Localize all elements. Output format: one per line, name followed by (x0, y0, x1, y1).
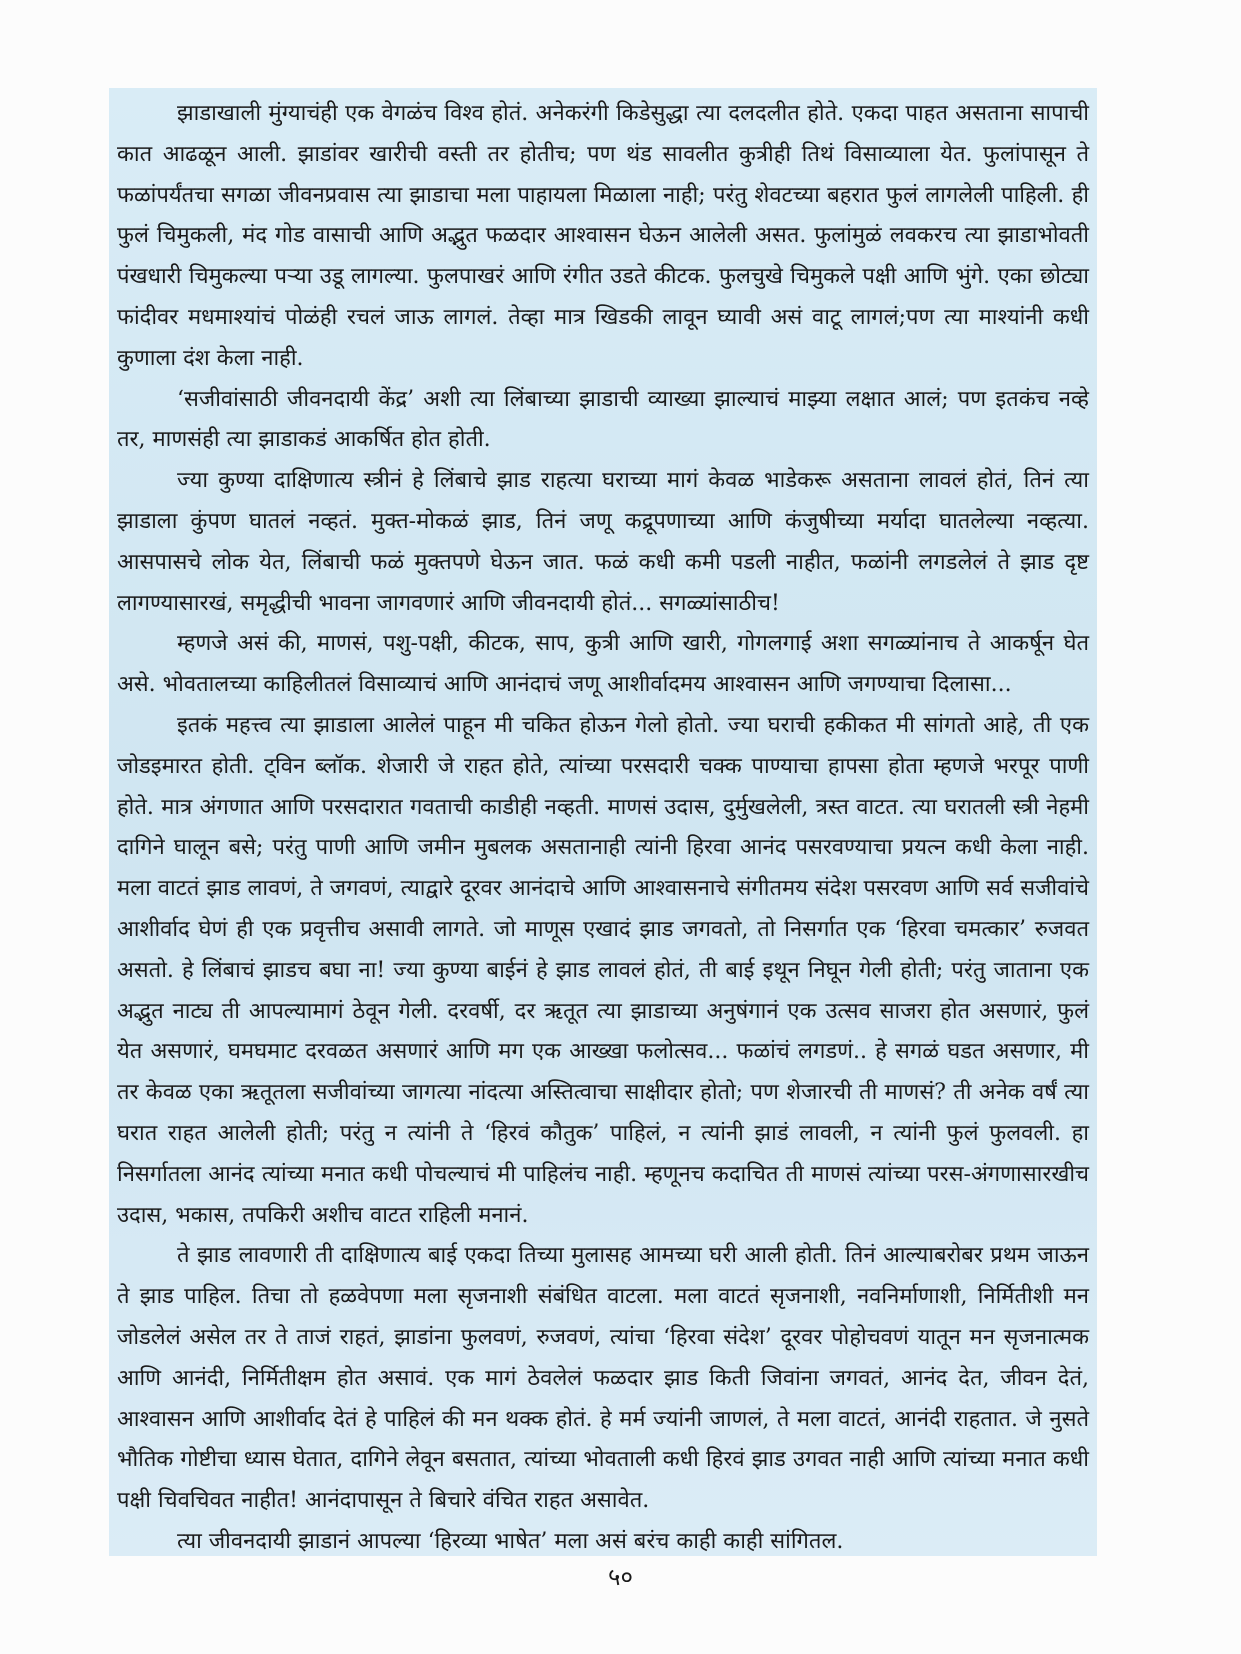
paragraph: झाडाखाली मुंग्याचंही एक वेगळंच विश्व होतं. अनेकरंगी किडेसुद्धा त्या दलदलीत होते. एकदा पाहत असताना सापाची कात आढळून आली. झाडांवर खारीची वस्ती तर होतीच; पण थंड सावलीत कुत्रीही तिथं विसाव्याला येत. फुलांपासून ते फळांपर्यंतचा सगळा जीवनप्रवास त्या झाडाचा मला पाहायला मिळाला नाही; परंतु शेवटच्या बहरात फुलं लागलेली पाहिली. ही फुलं चिमुकली, मंद गोड वासाची आणि अद्भुत फळदार आश्वासन घेऊन आलेली असत. फुलांमुळं लवकरच त्या झाडाभोवती पंखधारी चिमुकल्या पऱ्या उडू लागल्या. फुलपाखरं आणि रंगीत उडते कीटक. फुलचुखे चिमुकले पक्षी आणि भुंगे. एका छोट्या फांदीवर मधमाश्यांचं पोळंही रचलं जाऊ लागलं. तेव्हा मात्र खिडकी लावून घ्यावी असं वाटू लागलं;पण त्या माश्यांनी कधी कुणाला दंश केला नाही. (117, 101, 1089, 371)
paragraph: ‘सजीवांसाठी जीवनदायी केंद्र’ अशी त्या लिंबाच्या झाडाची व्याख्या झाल्याचं माझ्या लक्षात आलं; पण इतकंच नव्हे तर, माणसंही त्या झाडाकडं आकर्षित होत होती. (117, 386, 1089, 453)
paragraph: ते झाड लावणारी ती दाक्षिणात्य बाई एकदा तिच्या मुलासह आमच्या घरी आली होती. तिनं आल्याबरोबर प्रथम जाऊन ते झाड पाहिल. तिचा तो हळवेपणा मला सृजनाशी संबंधित वाटला. मला वाटतं सृजनाशी, नवनिर्माणाशी, निर्मितीशी मन जोडलेलं असेल तर ते ताजं राहतं, झाडांना फुलवणं, रुजवणं, त्यांचा ‘हिरवा संदेश’ दूरवर पोहोचवणं यातून मन सृजनात्मक आणि आनंदी, निर्मितीक्षम होत असावं. एक मागं ठेवलेलं फळदार झाड किती जिवांना जगवतं, आनंद देत, जीवन देतं, आश्वासन आणि आशीर्वाद देतं हे पाहिलं की मन थक्क होतं. हे मर्म ज्यांनी जाणलं, ते मला वाटतं, आनंदी राहतात. जे नुसते भौतिक गोष्टीचा ध्यास घेतात, दागिने लेवून बसतात, त्यांच्या भोवताली कधी हिरवं झाड उगवत नाही आणि त्यांच्या मनात कधी पक्षी चिवचिवत नाहीत! आनंदापासून ते बिचारे वंचित राहत असावेत. (117, 1243, 1089, 1514)
paragraph: म्हणजे असं की, माणसं, पशु-पक्षी, कीटक, साप, कुत्री आणि खारी, गोगलगाई अशा सगळ्यांनाच ते आकर्षून घेत असे. भोवतालच्या काहिलीतलं विसाव्याचं आणि आनंदाचं जणू आशीर्वादमय आश्वासन आणि जगण्याचा दिलासा... (117, 631, 1089, 698)
paragraph: इतकं महत्त्व त्या झाडाला आलेलं पाहून मी चकित होऊन गेलो होतो. ज्या घराची हकीकत मी सांगतो आहे, ती एक जोडइमारत होती. ट्विन ब्लॉक. शेजारी जे राहत होते, त्यांच्या परसदारी चक्क पाण्याचा हापसा होता म्हणजे भरपूर पाणी होते. मात्र अंगणात आणि परसदारात गवताची काडीही नव्हती. माणसं उदास, दुर्मुखलेली, त्रस्त वाटत. त्या घरातली स्त्री नेहमी दागिने घालून बसे; परंतु पाणी आणि जमीन मुबलक असतानाही त्यांनी हिरवा आनंद पसरवण्याचा प्रयत्न कधी केला नाही. मला वाटतं झाड लावणं, ते जगवणं, त्याद्वारे दूरवर आनंदाचे आणि आश्वासनाचे संगीतमय संदेश पसरवण आणि सर्व सजीवांचे आशीर्वाद घेणं ही एक प्रवृत्तीच असावी लागते. जो माणूस एखादं झाड जगवतो, तो निसर्गात एक ‘हिरवा चमत्कार’ रुजवत असतो. हे लिंबाचं झाडच बघा ना! ज्या कुण्या बाईनं हे झाड लावलं होतं, ती बाई इथून निघून गेली होती; परंतु जाताना एक अद्भुत नाट्य ती आपल्यामागं ठेवून गेली. दरवर्षी, दर ऋतूत त्या झाडाच्या अनुषंगानं एक उत्सव साजरा होत असणारं, फुलं येत असणारं, घमघमाट दरवळत असणारं आणि मग एक आख्खा फलोत्सव... फळांचं लगडणं.. हे सगळं घडत असणार, मी तर केवळ एका ऋतूतला सजीवांच्या जागत्या नांदत्या अस्तित्वाचा साक्षीदार होतो; पण शेजारची ती माणसं? ती अनेक वर्षं त्या घरात राहत आलेली होती; परंतु न त्यांनी ते ‘हिरवं कौतुक’ पाहिलं, न त्यांनी झाडं लावली, न त्यांनी फुलं फुलवली. हा निसर्गातला आनंद त्यांच्या मनात कधी पोचल्याचं मी पाहिलंच नाही. म्हणूनच कदाचित ती माणसं त्यांच्या परस-अंगणासारखीच उदास, भकास, तपकिरी अशीच वाटत राहिली मनानं. (117, 712, 1089, 1228)
page-number: ५० (608, 1563, 633, 1591)
paragraph: त्या जीवनदायी झाडानं आपल्या ‘हिरव्या भाषेत’ मला असं बरंच काही काही सांगितल. (177, 1528, 844, 1554)
paragraph: ज्या कुण्या दाक्षिणात्य स्त्रीनं हे लिंबाचे झाड राहत्या घराच्या मागं केवळ भाडेकरू असताना लावलं होतं, तिनं त्या झाडाला कुंपण घातलं नव्हतं. मुक्त-मोकळं झाड, तिनं जणू कद्रूपणाच्या आणि कंजुषीच्या मर्यादा घातलेल्या नव्हत्या. आसपासचे लोक येत, लिंबाची फळं मुक्तपणे घेऊन जात. फळं कधी कमी पडली नाहीत, फळांनी लगडलेलं ते झाड दृष्ट लागण्यासारखं, समृद्धीची भावना जागवणारं आणि जीवनदायी होतं... सगळ्यांसाठीच! (117, 468, 1089, 616)
text-panel (109, 88, 1097, 1556)
